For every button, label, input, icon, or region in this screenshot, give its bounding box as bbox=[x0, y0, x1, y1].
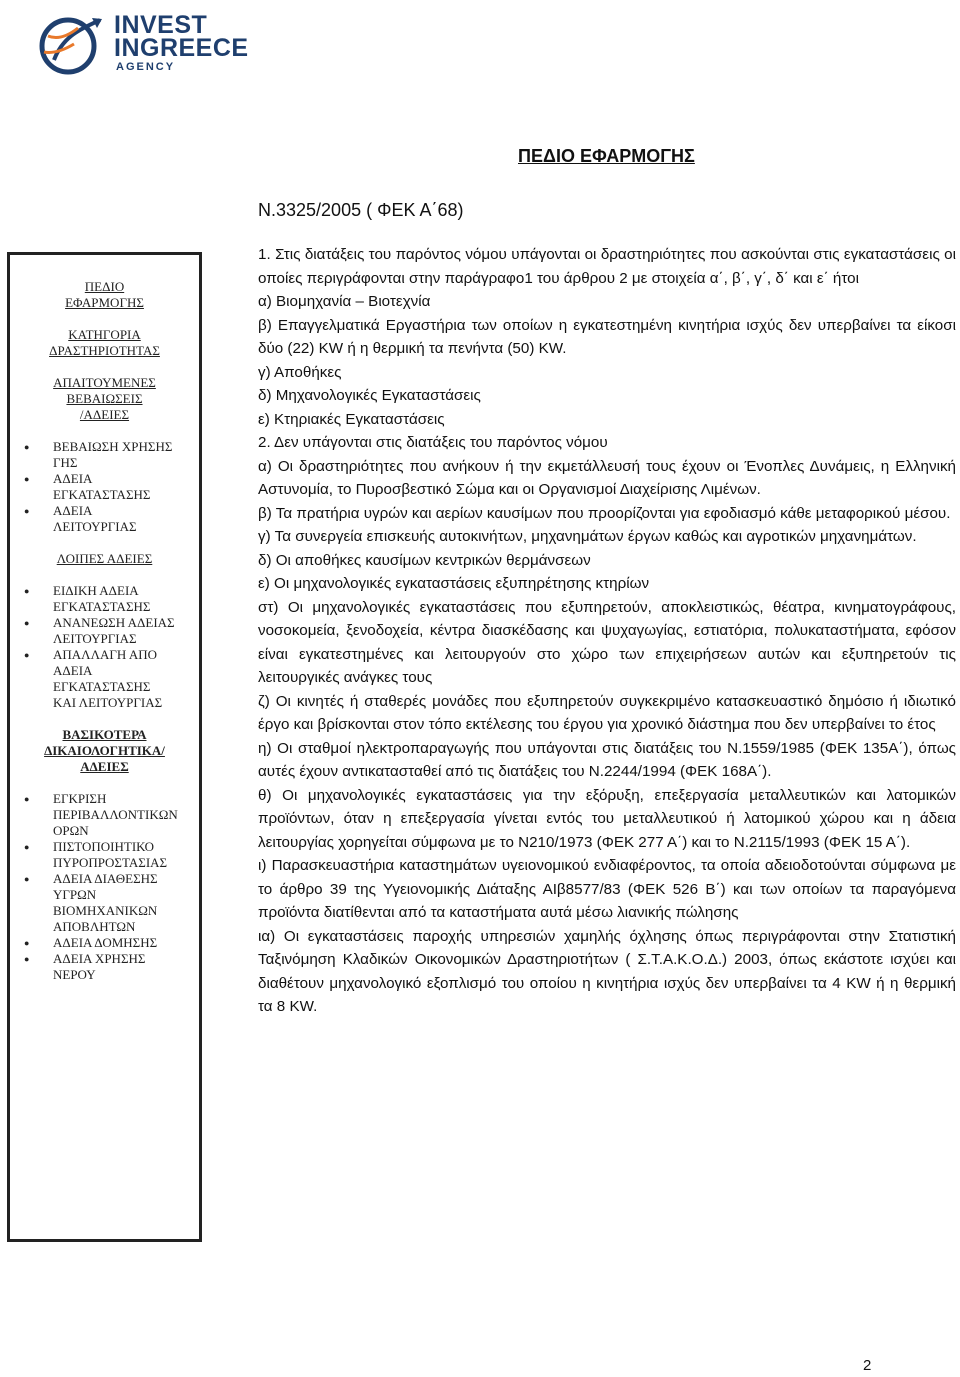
sidebar-list-basic-item-label: ΥΓΡΩΝ bbox=[53, 887, 97, 902]
logo-line-3: AGENCY bbox=[116, 61, 176, 73]
sidebar-list-other-item-label: ● ΕΙΔΙΚΗ ΑΔΕΙΑ bbox=[53, 583, 139, 598]
content-paragraph: ια) Οι εγκαταστάσεις παροχής υπηρεσιών χαμηλής όχλησης όπως περιγράφονται στην Στατιστική Ταξινόμηση Κλαδικών Οικονομικών Δραστηριοτήτων ( Σ.Τ.Α.Κ.Ο.Δ.) 2003, όπως εκάστοτε ισχύει και διαθέτουν μηχανολογικό εξοπλισμό του οποίου η κινητήρια ισχύς δεν υπερβαίνει τα 4 KW ή η θερμική τα 8 KW. bbox=[258, 927, 956, 1015]
sidebar-list-permits-item-label: ΕΓΚΑΤΑΣΤΑΣΗΣ bbox=[53, 487, 151, 502]
sidebar-list-other-item-label: ΛΕΙΤΟΥΡΓΙΑΣ bbox=[53, 631, 137, 646]
section-title: ΠΕΔΙΟ ΕΦΑΡΜΟΓΗΣ bbox=[518, 146, 695, 166]
content-paragraph: η) Οι σταθμοί ηλεκτροπαραγωγής που υπάγονται στις διατάξεις του Ν.1559/1985 (ΦΕΚ 135Α΄), όπως αυτές έχουν αντικατασταθεί από τις διατάξεις του Ν.2244/1994 (ΦΕΚ 168Α΄). bbox=[258, 739, 956, 780]
sidebar-list-basic-item-label: ΠΕΡΙΒΑΛΛΟΝΤΙΚΩΝ bbox=[53, 807, 178, 822]
content-paragraph: 2. Δεν υπάγονται στις διατάξεις του παρόντος νόμου bbox=[258, 434, 608, 451]
sidebar-list-basic-item-label: ΑΠΟΒΛΗΤΩΝ bbox=[53, 919, 136, 934]
content-paragraph: β) Επαγγελματικά Εργαστήρια των οποίων η εγκατεστημένη κινητήρια ισχύς δεν υπερβαίνει τα είκοσι δύο (22) KW ή η θερμική τα πενήντα (50) KW. bbox=[258, 316, 956, 357]
content-paragraph: α) Οι δραστηριότητες που ανήκουν ή την εκμετάλλευσή τους έχουν οι Ένοπλες Δυνάμεις, η Ελληνική Αστυνομία, το Πυροσβεστικό Σώμα και οι Οργανισμοί Διαχείρισης Λιμένων. bbox=[258, 457, 956, 498]
sidebar-list-other-item-label: ● ΑΠΑΛΛΑΓΗ ΑΠΟ bbox=[53, 647, 158, 662]
sidebar-link-basic-documents-line: ΑΔΕΙΕΣ bbox=[80, 759, 129, 774]
sidebar-link-basic-documents[interactable] bbox=[10, 727, 199, 775]
sidebar-list-basic bbox=[10, 791, 199, 983]
content-paragraph: α) Βιομηχανία – Βιοτεχνία bbox=[258, 293, 431, 310]
sidebar-list-other-item-label: ΑΔΕΙΑ bbox=[53, 663, 93, 678]
logo-line-1: INVEST bbox=[114, 11, 208, 39]
law-reference: Ν.3325/2005 ( ΦΕΚ Α΄68) bbox=[258, 200, 464, 220]
content-paragraph: στ) Οι μηχανολογικές εγκαταστάσεις που εξυπηρετούν, αποκλειστικώς, θέατρα, κινηματογράφους, νοσοκομεία, ξενοδοχεία, κέντρα διασκέδασης και ψυχαγωγίας, εστιατόρια, πολυκαταστήματα, εφόσον είναι εγκατεστημένες και λειτουργούν στο χώρο των επιχειρήσεων αυτών και εξυπηρετούν τις λειτουργικές ανάγκες τους bbox=[258, 598, 956, 686]
sidebar-navigation bbox=[7, 252, 202, 1242]
content-paragraph: ι) Παρασκευαστήρια καταστημάτων υγειονομικού ενδιαφέροντος, τα οποία αδειοδοτούνται σύμφωνα με το άρθρο 39 της Υγειονομικής Διάταξης ΑΙβ8577/83 (ΦΕΚ 526 Β΄) και των οποίων τα παραγόμενα προϊόντα διατίθενται από τα καταστήματα αυτά μέσω λιανικής πώλησης bbox=[258, 857, 956, 921]
invest-in-greece-logo bbox=[34, 11, 249, 76]
sidebar-link-pedio-line: ΕΦΑΡΜΟΓΗΣ bbox=[65, 295, 144, 310]
sidebar-list-basic-item-label: ● ΑΔΕΙΑ ΔΙΑΘΕΣΗΣ bbox=[53, 871, 158, 886]
sidebar-list-other bbox=[10, 583, 199, 711]
logo-wordmark bbox=[114, 11, 249, 73]
sidebar-link-required-permits-line: ΑΠΑΙΤΟΥΜΕΝΕΣ bbox=[53, 375, 156, 390]
content-paragraph: β) Τα πρατήρια υγρών και αερίων καυσίμων που προορίζονται για εφοδιασμό κάθε μεταφορικού μέσου. bbox=[258, 504, 951, 522]
content-paragraph: δ) Οι αποθήκες καυσίμων κεντρικών θερμάνσεων bbox=[258, 551, 591, 569]
sidebar-list-other-item[interactable] bbox=[10, 583, 199, 615]
content-paragraph: ε) Οι μηχανολογικές εγκαταστάσεις εξυπηρέτησης κτηρίων bbox=[258, 575, 650, 592]
content-paragraph: 1. Στις διατάξεις του παρόντος νόμου υπάγονται οι δραστηριότητες που ασκούνται στις εγκαταστάσεις οι οποίες περιγράφονται στην παράγραφο1 του άρθρου 2 με στοιχεία α΄, β΄, γ΄, δ΄ και ε΄ ήτοι bbox=[258, 246, 956, 287]
content-paragraph: γ) Αποθήκες bbox=[258, 363, 342, 381]
sidebar-list-permits-item-label: ΓΗΣ bbox=[53, 455, 78, 470]
content-paragraph: ε) Κτηριακές Εγκαταστάσεις bbox=[258, 410, 445, 428]
sidebar-list-permits bbox=[10, 439, 199, 535]
sidebar-link-pedio-line: ΠΕΔΙΟ bbox=[84, 279, 125, 294]
sidebar-list-basic-item[interactable] bbox=[10, 791, 199, 839]
sidebar-list-basic-item[interactable] bbox=[10, 935, 199, 951]
sidebar-list-permits-item[interactable] bbox=[10, 503, 199, 535]
sidebar-link-category[interactable] bbox=[10, 327, 199, 359]
sidebar-list-other-item-label: ΕΓΚΑΤΑΣΤΑΣΗΣ bbox=[53, 679, 151, 694]
sidebar-list-other-item-label: ΚΑΙ ΛΕΙΤΟΥΡΓΙΑΣ bbox=[53, 695, 163, 710]
main-content bbox=[258, 243, 956, 1019]
sidebar-link-basic-documents-line: ΒΑΣΙΚΟΤΕΡΑ bbox=[62, 727, 147, 742]
sidebar-list-other-item-label: ΕΓΚΑΤΑΣΤΑΣΗΣ bbox=[53, 599, 151, 614]
sidebar-link-required-permits-line: /ΑΔΕΙΕΣ bbox=[79, 407, 130, 422]
sidebar-list-basic-item[interactable] bbox=[10, 951, 199, 983]
sidebar-list-basic-item-label: ● ΕΓΚΡΙΣΗ bbox=[53, 791, 107, 806]
logo-mark-icon bbox=[34, 14, 106, 76]
sidebar-list-basic-item[interactable] bbox=[10, 871, 199, 935]
content-paragraph: γ) Τα συνεργεία επισκευής αυτοκινήτων, μηχανημάτων έργων καθώς και αγροτικών μηχανημάτων. bbox=[258, 528, 917, 545]
sidebar-list-other-item[interactable] bbox=[10, 647, 199, 711]
page-number: 2 bbox=[863, 1357, 872, 1374]
sidebar-list-permits-item[interactable] bbox=[10, 471, 199, 503]
sidebar-link-other-permits-line: ΛΟΙΠΕΣ ΑΔΕΙΕΣ bbox=[56, 551, 153, 566]
sidebar-link-pedio[interactable] bbox=[10, 279, 199, 311]
sidebar-list-basic-item-label: ● ΑΔΕΙΑ ΧΡΗΣΗΣ bbox=[53, 951, 146, 966]
sidebar-list-basic-item-label: ΠΥΡΟΠΡΟΣΤΑΣΙΑΣ bbox=[53, 855, 168, 870]
sidebar-list-permits-item[interactable] bbox=[10, 439, 199, 471]
sidebar-list-permits-item-label: ΛΕΙΤΟΥΡΓΙΑΣ bbox=[53, 519, 137, 534]
sidebar-list-permits-item-label: ● ΒΕΒΑΙΩΣΗ ΧΡΗΣΗΣ bbox=[53, 439, 173, 454]
sidebar-link-other-permits[interactable] bbox=[10, 551, 199, 567]
content-paragraph: θ) Οι μηχανολογικές εγκαταστάσεις για την εξόρυξη, επεξεργασία μεταλλευτικών και λατομικών προϊόντων, όταν η επεξεργασία γίνεται εντός του μεταλλευτικού ή λατομικού χώρου και η άδεια λειτουργίας χορηγείται σύμφωνα με το Ν210/1973 (ΦΕΚ 277 Α΄) και το Ν.2115/1993 (ΦΕΚ 15 Α΄). bbox=[258, 786, 956, 851]
sidebar-list-basic-item[interactable] bbox=[10, 839, 199, 871]
sidebar-link-category-line: ΔΡΑΣΤΗΡΙΟΤΗΤΑΣ bbox=[49, 343, 160, 358]
sidebar-list-other-item-label: ● ΑΝΑΝΕΩΣΗ ΑΔΕΙΑΣ bbox=[53, 615, 175, 630]
sidebar-link-category-line: ΚΑΤΗΓΟΡΙΑ bbox=[68, 327, 141, 342]
sidebar-link-basic-documents-line: ΔΙΚΑΙΟΛΟΓΗΤΙΚΑ/ bbox=[44, 743, 165, 758]
sidebar-list-basic-item-label: ΝΕΡΟΥ bbox=[53, 967, 96, 982]
sidebar-list-basic-item-label: ΒΙΟΜΗΧΑΝΙΚΩΝ bbox=[53, 903, 158, 918]
sidebar-list-basic-item-label: ● ΑΔΕΙΑ ΔΟΜΗΣΗΣ bbox=[53, 935, 158, 950]
sidebar-list-permits-item-label: ● ΑΔΕΙΑ bbox=[53, 503, 93, 518]
logo-line-2: INGREECE bbox=[114, 34, 249, 62]
sidebar-link-required-permits-line: ΒΕΒΑΙΩΣΕΙΣ bbox=[66, 391, 143, 406]
sidebar-list-other-item[interactable] bbox=[10, 615, 199, 647]
sidebar-link-required-permits[interactable] bbox=[10, 375, 199, 423]
sidebar-list-basic-item-label: ΟΡΩΝ bbox=[53, 823, 89, 838]
content-paragraph: δ) Μηχανολογικές Εγκαταστάσεις bbox=[258, 387, 481, 404]
sidebar-list-basic-item-label: ● ΠΙΣΤΟΠΟΙΗΤΙΚΟ bbox=[53, 839, 155, 854]
sidebar-list-permits-item-label: ● ΑΔΕΙΑ bbox=[53, 471, 93, 486]
content-paragraph: ζ) Οι κινητές ή σταθερές μονάδες που εξυπηρετούν συγκεκριμένο κατασκευαστικό δημόσιο ή ιδιωτικό έργο και βρίσκονται στον τόπο εκτέλεσης του έργου για χρονικό διάστημα που δεν υπερβαίνει το έτος bbox=[258, 692, 956, 733]
